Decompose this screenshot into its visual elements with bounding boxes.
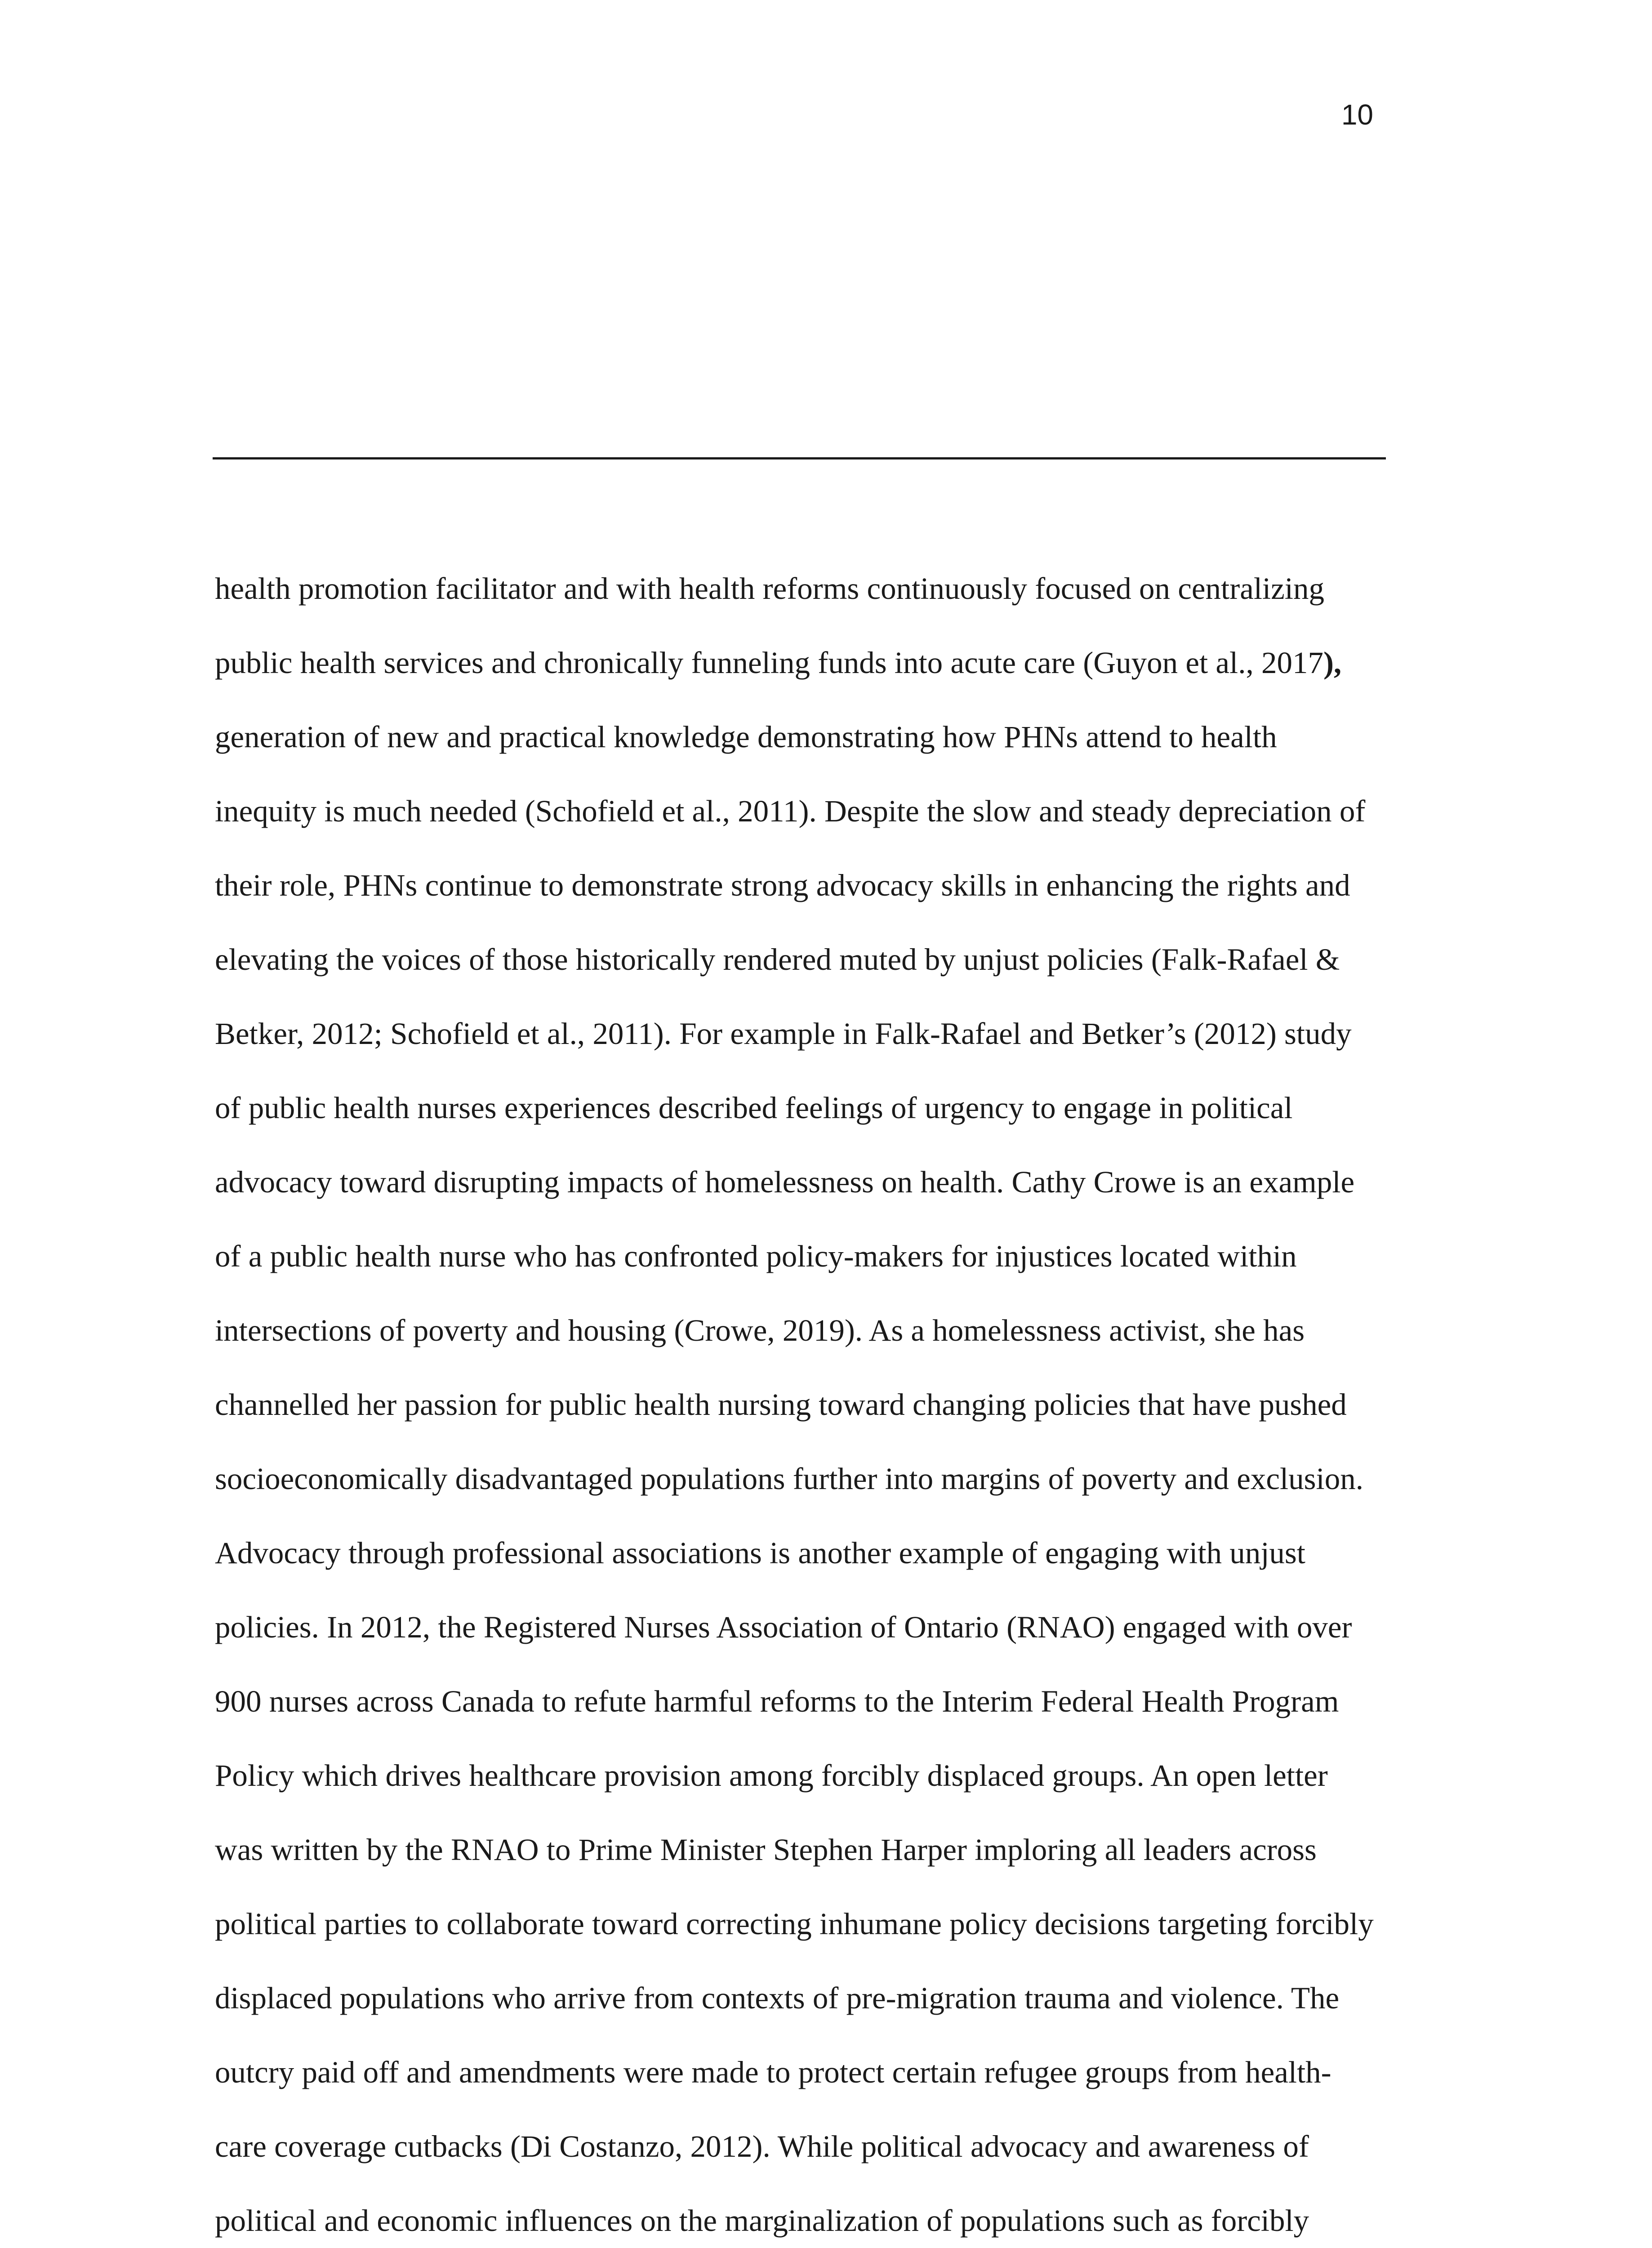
text-line [215, 1887, 1429, 1961]
text-line-content: elevating the voices of those historically rendered muted by unjust policies (Falk-Rafael & [215, 942, 1340, 977]
text-line [215, 1961, 1429, 2035]
text-line [215, 1293, 1429, 1368]
text-line-content: socioeconomically disadvantaged populations further into margins of poverty and exclusion. [215, 1462, 1363, 1496]
text-line-content: political parties to collaborate toward correcting inhumane policy decisions targeting forcibly [215, 1907, 1374, 1941]
text-line [215, 848, 1429, 923]
text-line [215, 774, 1429, 848]
text-line-content: 900 nurses across Canada to refute harmful reforms to the Interim Federal Health Program [215, 1684, 1339, 1718]
text-line-content: was written by the RNAO to Prime Minister Stephen Harper imploring all leaders across [215, 1833, 1317, 1867]
text-line [215, 1813, 1429, 1887]
text-line-content: outcry paid off and amendments were made to protect certain refugee groups from health- [215, 2055, 1331, 2089]
text-line [215, 1368, 1429, 1442]
text-line [215, 1590, 1429, 1664]
text-line-content: Policy which drives healthcare provision among forcibly displaced groups. An open letter [215, 1758, 1328, 1793]
text-line [215, 2110, 1429, 2184]
text-line-content: Advocacy through professional associations is another example of engaging with unjust [215, 1536, 1305, 1570]
text-line-content: of public health nurses experiences described feelings of urgency to engage in political [215, 1091, 1293, 1125]
text-line-content: advocacy toward disrupting impacts of homelessness on health. Cathy Crowe is an example [215, 1165, 1355, 1199]
text-line [215, 2035, 1429, 2110]
text-line [215, 997, 1429, 1071]
text-line [215, 552, 1429, 626]
text-line-content: their role, PHNs continue to demonstrate strong advocacy skills in enhancing the rights and [215, 868, 1350, 902]
text-line [215, 626, 1429, 700]
text-line-content: of a public health nurse who has confronted policy-makers for injustices located within [215, 1239, 1297, 1273]
text-line [215, 2184, 1429, 2248]
text-line-bold-run: ), [1323, 646, 1342, 680]
page-number: 10 [1341, 98, 1373, 131]
text-line-content: political and economic influences on the marginalization of populations such as forcibly [215, 2203, 1309, 2238]
text-line-content: generation of new and practical knowledge demonstrating how PHNs attend to health [215, 720, 1277, 754]
text-line-content: intersections of poverty and housing (Crowe, 2019). As a homelessness activist, she has [215, 1313, 1305, 1347]
text-line [215, 1071, 1429, 1145]
text-line-content: Betker, 2012; Schofield et al., 2011). For example in Falk-Rafael and Betker’s (2012) study [215, 1017, 1352, 1051]
text-line-content: public health services and chronically funneling funds into acute care (Guyon et al., 2017 [215, 646, 1323, 680]
text-line-content: health promotion facilitator and with health reforms continuously focused on centralizing [215, 571, 1324, 606]
text-line [215, 1739, 1429, 1813]
text-line-content: channelled her passion for public health nursing toward changing policies that have pushed [215, 1387, 1347, 1422]
text-line [215, 700, 1429, 774]
text-line [215, 923, 1429, 997]
text-line-content: policies. In 2012, the Registered Nurses Association of Ontario (RNAO) engaged with over [215, 1610, 1352, 1644]
text-line [215, 1145, 1429, 1219]
text-line [215, 1219, 1429, 1293]
text-line [215, 1664, 1429, 1739]
text-line-content: inequity is much needed (Schofield et al., 2011). Despite the slow and steady depreciation of [215, 794, 1366, 828]
text-line-content: displaced populations who arrive from contexts of pre-migration trauma and violence. The [215, 1981, 1340, 2015]
horizontal-rule [213, 457, 1386, 459]
body-text [215, 552, 1429, 2248]
text-line-content: care coverage cutbacks (Di Costanzo, 2012). While political advocacy and awareness of [215, 2129, 1309, 2163]
text-line [215, 1442, 1429, 1516]
text-line [215, 1516, 1429, 1590]
